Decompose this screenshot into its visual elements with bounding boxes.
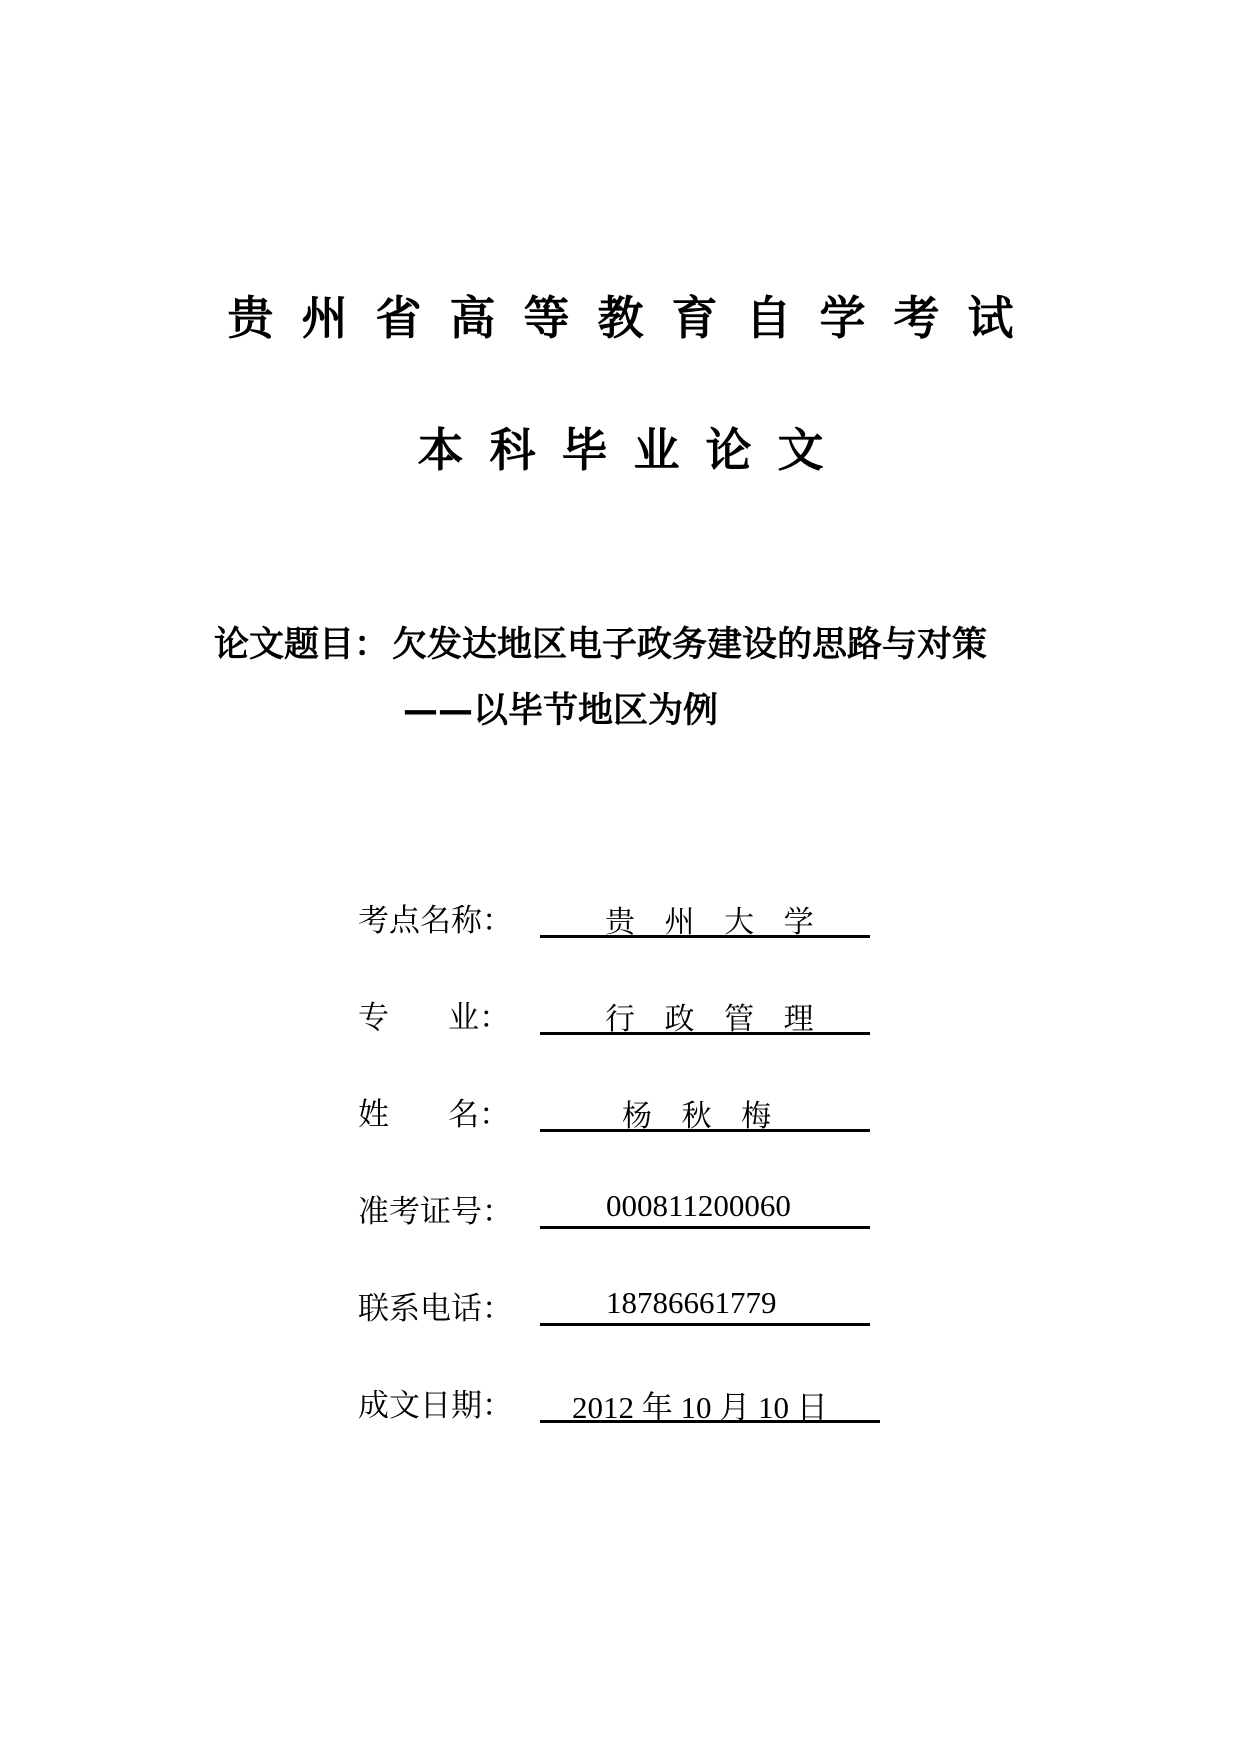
name-row: [358, 1089, 898, 1133]
name-underline: [540, 1089, 870, 1132]
phone-label: 联系电话：: [358, 1291, 513, 1327]
major-underline: [540, 992, 870, 1035]
major-row: [358, 992, 898, 1036]
name-label: 姓 名：: [358, 1097, 511, 1133]
phone-row: [358, 1283, 898, 1327]
date-underline: [540, 1380, 880, 1423]
name-value: 杨 秋 梅: [622, 1099, 782, 1134]
admission-number-value: 000811200060: [606, 1188, 791, 1223]
thesis-title-label: 论文题目：: [214, 625, 390, 665]
major-label: 专 业：: [358, 1000, 511, 1036]
date-value: 2012 年 10 月 10 日: [572, 1390, 828, 1425]
document-type-title: 本科毕业论文: [417, 423, 850, 477]
exam-site-row: [358, 895, 898, 939]
date-row: [358, 1380, 898, 1424]
admission-number-row: [358, 1186, 898, 1230]
admission-number-label: 准考证号：: [358, 1194, 513, 1230]
phone-value: 18786661779: [606, 1285, 777, 1320]
exam-title: 贵州省高等教育自学考试: [227, 291, 1042, 345]
major-value: 行 政 管 理: [605, 1002, 824, 1037]
exam-site-underline: [540, 895, 870, 938]
thesis-subtitle: ——以毕节地区为例: [403, 691, 719, 731]
exam-site-label: 考点名称：: [358, 903, 513, 939]
admission-number-underline: [540, 1186, 870, 1229]
date-label: 成文日期：: [358, 1388, 513, 1424]
exam-site-value: 贵 州 大 学: [605, 905, 824, 940]
phone-underline: [540, 1283, 870, 1326]
thesis-title: 欠发达地区电子政务建设的思路与对策: [392, 625, 988, 665]
